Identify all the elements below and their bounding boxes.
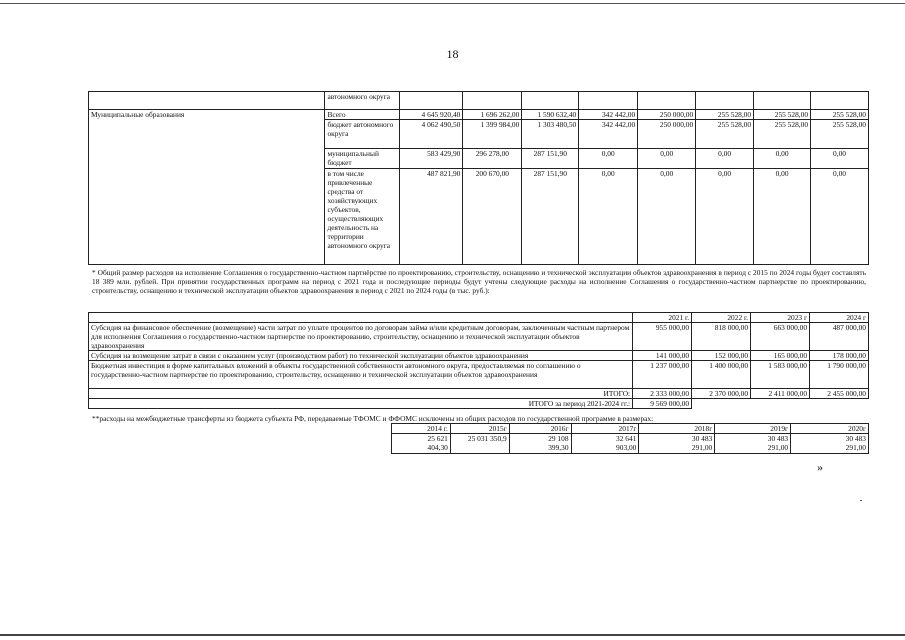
value-cell: 342 442,00 bbox=[579, 120, 638, 149]
value-cell: 0,00 bbox=[754, 149, 811, 169]
year-header: 2016г bbox=[509, 424, 571, 434]
value-cell: 141 000,00 bbox=[633, 351, 692, 361]
table-row bbox=[392, 424, 869, 434]
value-cell: 255 528,00 bbox=[754, 120, 811, 149]
value-cell: 200 670,00 bbox=[463, 169, 522, 265]
value-cell: 0,00 bbox=[754, 169, 811, 265]
value-cell: 152 000,00 bbox=[692, 351, 751, 361]
total-label: ИТОГО: bbox=[89, 389, 633, 399]
value-cell: 818 000,00 bbox=[692, 323, 751, 351]
table-row bbox=[392, 434, 869, 454]
value-cell: 250 000,00 bbox=[638, 120, 696, 149]
total-value: 2 411 000,00 bbox=[751, 389, 810, 399]
period-total-label: ИТОГО за период 2021-2024 гг.: bbox=[89, 399, 633, 409]
scan-bottom-edge bbox=[0, 634, 905, 636]
value-cell: 1 790 000,00 bbox=[810, 361, 869, 389]
value-cell: 287 151,90 bbox=[522, 169, 579, 265]
table-row bbox=[89, 313, 869, 323]
table-row bbox=[89, 399, 869, 409]
value-cell: 25 031 350,9 bbox=[450, 434, 509, 454]
value-cell: 1 696 262,00 bbox=[463, 110, 522, 120]
year-header: 2014 г. bbox=[392, 424, 451, 434]
value-cell: 25 621 404,30 bbox=[392, 434, 451, 454]
value-cell: 0,00 bbox=[811, 149, 869, 169]
value-cell: 0,00 bbox=[638, 149, 696, 169]
subject-cell: Всего bbox=[325, 110, 400, 120]
total-value: 2 455 000,00 bbox=[810, 389, 869, 399]
total-value: 2 333 000,00 bbox=[633, 389, 692, 399]
value-cell: 487 000,00 bbox=[810, 323, 869, 351]
year-header: 2019г bbox=[715, 424, 791, 434]
year-header: 2022 г. bbox=[692, 313, 751, 323]
scan-top-edge bbox=[0, 3, 905, 4]
table-row bbox=[89, 351, 869, 361]
subject-cell: бюджет автономного округа bbox=[325, 120, 400, 149]
value-cell: 663 000,00 bbox=[751, 323, 810, 351]
subject-cell: в том числе привлеченные средства от хозяйствующих субъектов, осуществляющих деятельность на территории автономного округа bbox=[325, 169, 400, 265]
value-cell: 955 000,00 bbox=[633, 323, 692, 351]
year-header: 2018г bbox=[639, 424, 715, 434]
value-cell: 1 237 000,00 bbox=[633, 361, 692, 389]
expense-label: Бюджетная инвестиция в форме капитальных вложений в объекты государственной собственности автономного округа, предоставляемая по соглашению о государственно-частном партнерстве по проектированию, строительству, оснащению и технической эксплуатации объектов здравоохранения bbox=[89, 361, 633, 389]
table-row bbox=[89, 110, 869, 120]
closing-quote: » bbox=[817, 460, 823, 474]
table-row bbox=[89, 389, 869, 399]
value-cell: 178 000,00 bbox=[810, 351, 869, 361]
table-row bbox=[89, 361, 869, 389]
year-header: 2020г bbox=[791, 424, 869, 434]
value-cell: 1 399 984,00 bbox=[463, 120, 522, 149]
value-cell: 255 528,00 bbox=[696, 110, 754, 120]
value-cell: 342 442,00 bbox=[579, 110, 638, 120]
value-cell: 30 483 291,00 bbox=[715, 434, 791, 454]
value-cell: 4 062 490,50 bbox=[400, 120, 463, 149]
footnote-interbudget-transfers: **расходы на межбюджетные трансферты из бюджета субъекта РФ, передаваемые ТФОМС и ФФОМС исключены из общих расходов по государственной программе в размерах: bbox=[92, 414, 654, 423]
total-value: 2 370 000,00 bbox=[692, 389, 751, 399]
value-cell: 487 821,90 bbox=[400, 169, 463, 265]
municipal-budget-table bbox=[88, 91, 869, 265]
expense-label: Субсидия на финансовое обеспечение (возмещение) части затрат по уплате процентов по договорам займа и/или кредитным договорам, заключенным частным партнером для исполнения Соглашения о государственно-частном партнерстве по проектированию, строительству, оснащению и технической эксплуатации объектов здравоохранения bbox=[89, 323, 633, 351]
value-cell: 0,00 bbox=[696, 169, 754, 265]
value-cell: 29 108 399,30 bbox=[509, 434, 571, 454]
value-cell: 0,00 bbox=[638, 169, 696, 265]
year-header: 2015г bbox=[450, 424, 509, 434]
scan-speck bbox=[860, 500, 862, 501]
subject-cell: муниципальный бюджет bbox=[325, 149, 400, 169]
value-cell: 255 528,00 bbox=[811, 110, 869, 120]
table-row bbox=[89, 323, 869, 351]
value-cell: 255 528,00 bbox=[811, 120, 869, 149]
value-cell: 30 483 291,00 bbox=[791, 434, 869, 454]
value-cell: 0,00 bbox=[696, 149, 754, 169]
value-cell: 255 528,00 bbox=[696, 120, 754, 149]
value-cell: 583 429,90 bbox=[400, 149, 463, 169]
value-cell: 0,00 bbox=[579, 149, 638, 169]
value-cell: 1 400 000,00 bbox=[692, 361, 751, 389]
value-cell: 32 641 903,00 bbox=[571, 434, 639, 454]
transfers-table bbox=[391, 423, 869, 454]
ppp-expenses-table bbox=[88, 312, 869, 409]
expense-label: Субсидия на возмещение затрат в связи с оказанием услуг (производством работ) по технической эксплуатации объектов здравоохранения bbox=[89, 351, 633, 361]
table-row bbox=[89, 92, 869, 110]
value-cell: 0,00 bbox=[811, 169, 869, 265]
value-cell: 296 278,00 bbox=[463, 149, 522, 169]
value-cell: 287 151,90 bbox=[522, 149, 579, 169]
value-cell: 1 583 000,00 bbox=[751, 361, 810, 389]
value-cell: 1 303 480,50 bbox=[522, 120, 579, 149]
year-header: 2017г bbox=[571, 424, 639, 434]
value-cell: 165 000,00 bbox=[751, 351, 810, 361]
year-header: 2024 г bbox=[810, 313, 869, 323]
footnote-ppp-expenses: * Общий размер расходов на исполнение Соглашения о государственно-частном партнёрстве по проектированию, строительству, оснащению и технической эксплуатации объектов здравоохранения в период с 2015 по 2024 годы будет составлять 18 389 млн. рублей. При принятии государственных программ на период с 2021 года и последующие периоды будут учтены следующие расходы на исполнение Соглашения о государственно-частном партнерстве по проектированию, строительству, оснащению и технической эксплуатации объектов здравоохранения в период с 2021 по 2024 годы (в тыс. руб.): bbox=[92, 268, 866, 295]
value-cell: 30 483 291,00 bbox=[639, 434, 715, 454]
value-cell: 1 590 632,40 bbox=[522, 110, 579, 120]
year-header: 2021 г. bbox=[633, 313, 692, 323]
municipal-label: Муниципальные образования bbox=[89, 110, 325, 265]
value-cell: 250 000,00 bbox=[638, 110, 696, 120]
period-total-value: 9 569 000,00 bbox=[633, 399, 692, 409]
value-cell: 0,00 bbox=[579, 169, 638, 265]
value-cell: 4 645 920,40 bbox=[400, 110, 463, 120]
value-cell: 255 528,00 bbox=[754, 110, 811, 120]
year-header: 2023 г bbox=[751, 313, 810, 323]
subject-cell: автономного округа bbox=[325, 92, 400, 110]
page-number: 18 bbox=[446, 47, 459, 61]
